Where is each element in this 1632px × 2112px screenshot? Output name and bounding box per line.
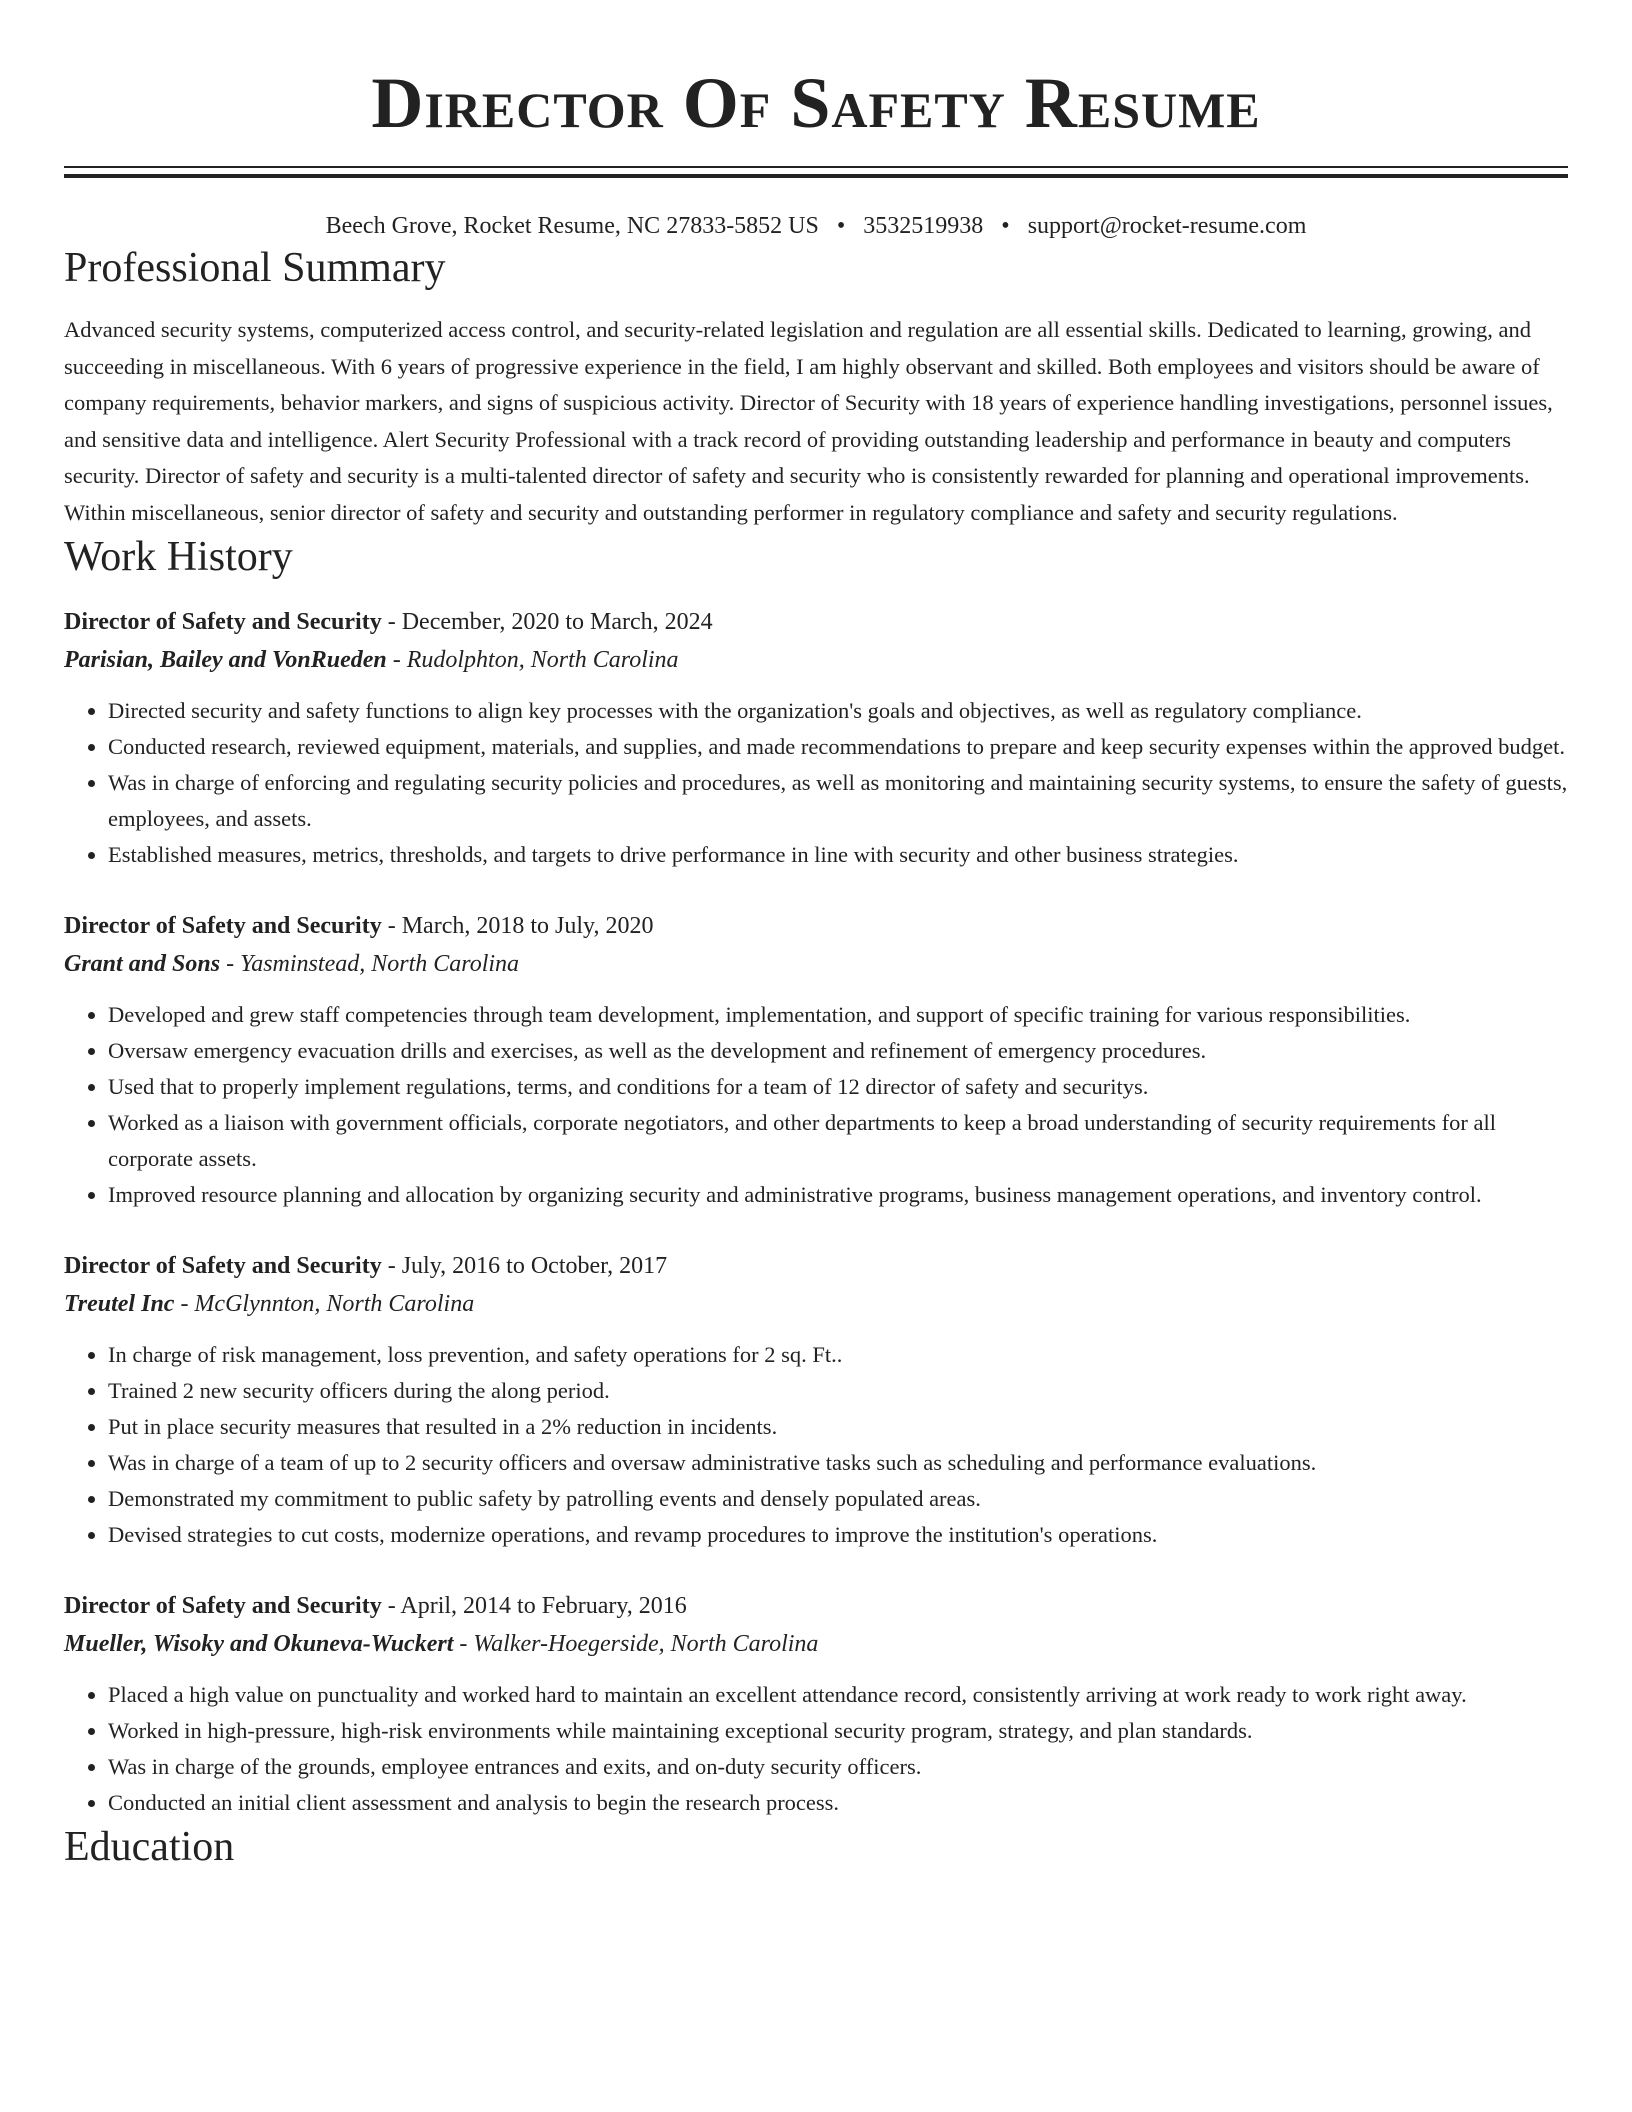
job-entry (64, 907, 1568, 1213)
title-divider-thin (64, 166, 1568, 168)
duty-item: • In charge of risk management, loss prevention, and safety operations for 2 sq. Ft.. (108, 1337, 1568, 1373)
job-dates: - April, 2014 to February, 2016 (381, 1593, 687, 1619)
job-company: Parisian, Bailey and VonRueden (64, 647, 387, 673)
job-title-line (64, 603, 1568, 641)
duty-item: • Demonstrated my commitment to public safety by patrolling events and densely populated areas. (108, 1481, 1568, 1517)
duty-item: • Worked as a liaison with government officials, corporate negotiators, and other departments to keep a broad understanding of security requirements for all corporate assets. (108, 1105, 1568, 1177)
job-entry (64, 1247, 1568, 1553)
job-company-line (64, 1625, 1568, 1663)
job-location: - McGlynnton, North Carolina (174, 1291, 475, 1317)
contact-line (64, 210, 1568, 242)
duty-item: • Improved resource planning and allocation by organizing security and administrative programs, business management operations, and inventory control. (108, 1177, 1568, 1213)
job-dates: - July, 2016 to October, 2017 (381, 1253, 668, 1279)
contact-separator: • (836, 213, 846, 239)
job-location: - Yasminstead, North Carolina (220, 951, 520, 977)
duty-item: • Devised strategies to cut costs, modernize operations, and revamp procedures to improve the institution's operations. (108, 1517, 1568, 1553)
resume-page (64, 0, 1568, 1873)
job-duties-list (64, 693, 1568, 873)
contact-email[interactable]: support@rocket-resume.com (1027, 213, 1307, 239)
job-company: Treutel Inc (64, 1291, 175, 1317)
duty-item: • Put in place security measures that resulted in a 2% reduction in incidents. (108, 1409, 1568, 1445)
duty-item: • Was in charge of a team of up to 2 security officers and oversaw administrative tasks such as scheduling and performance evaluations. (108, 1445, 1568, 1481)
job-company-line (64, 945, 1568, 983)
duty-item: • Developed and grew staff competencies through team development, implementation, and support of specific training for various responsibilities. (108, 997, 1568, 1033)
job-title: Director of Safety and Security (64, 1253, 382, 1279)
job-location: - Rudolphton, North Carolina (386, 647, 679, 673)
job-title-line (64, 907, 1568, 945)
duty-item: • Was in charge of the grounds, employee entrances and exits, and on-duty security officers. (108, 1749, 1568, 1785)
contact-separator: • (1001, 213, 1010, 239)
job-dates: - December, 2020 to March, 2024 (381, 609, 713, 635)
duty-item: • Established measures, metrics, thresholds, and targets to drive performance in line with security and other business strategies. (108, 837, 1568, 873)
job-location: - Walker-Hoegerside, North Carolina (453, 1631, 819, 1657)
job-title-line (64, 1247, 1568, 1285)
job-title: Director of Safety and Security (64, 913, 382, 939)
duty-item: • Used that to properly implement regulations, terms, and conditions for a team of 12 director of safety and securitys. (108, 1069, 1568, 1105)
job-company-line (64, 1285, 1568, 1323)
duty-item: • Oversaw emergency evacuation drills and exercises, as well as the development and refinement of emergency procedures. (108, 1033, 1568, 1069)
job-title: Director of Safety and Security (64, 609, 382, 635)
job-company-line (64, 641, 1568, 679)
job-title: Director of Safety and Security (64, 1593, 382, 1619)
job-duties-list (64, 997, 1568, 1213)
duty-item: • Conducted research, reviewed equipment, materials, and supplies, and made recommendations to prepare and keep security expenses within the approved budget. (108, 729, 1568, 765)
job-company: Grant and Sons (64, 951, 221, 977)
title-divider-thick (64, 174, 1568, 178)
job-entry (64, 1587, 1568, 1821)
job-dates: - March, 2018 to July, 2020 (381, 913, 654, 939)
duty-item: • Trained 2 new security officers during the along period. (108, 1373, 1568, 1409)
job-company: Mueller, Wisoky and Okuneva-Wuckert (64, 1631, 454, 1657)
duty-item: • Was in charge of enforcing and regulating security policies and procedures, as well as monitoring and maintaining security systems, to ensure the safety of guests, employees, and assets. (108, 765, 1568, 837)
work-history-heading: Work History (64, 534, 293, 580)
duty-item: • Directed security and safety functions to align key processes with the organization's goals and objectives, as well as regulatory compliance. (108, 693, 1568, 729)
job-title-line (64, 1587, 1568, 1625)
summary-heading: Professional Summary (64, 245, 446, 291)
job-duties-list (64, 1337, 1568, 1553)
education-heading: Education (64, 1824, 235, 1870)
contact-address: Beech Grove, Rocket Resume, NC 27833-5852 US (325, 213, 819, 239)
contact-phone: 3532519938 (863, 213, 984, 239)
duty-item: • Placed a high value on punctuality and worked hard to maintain an excellent attendance record, consistently arriving at work ready to work right away. (108, 1677, 1568, 1713)
duty-item: • Worked in high-pressure, high-risk environments while maintaining exceptional security program, strategy, and plan standards. (108, 1713, 1568, 1749)
job-entry (64, 603, 1568, 873)
resume-title: Director Of Safety Resume (371, 63, 1261, 143)
summary-text: Advanced security systems, computerized access control, and security-related legislation and regulation are all essential skills. Dedicated to learning, growing, and succeeding in miscellaneous. With 6 years of progressive experience in the field, I am highly observant and skilled. Both employees and visitors should be aware of company requirements, behavior markers, and signs of suspicious activity. Director of Security with 18 years of experience handling investigations, personnel issues, and sensitive data and intelligence. Alert Security Professional with a track record of providing outstanding leadership and performance in beauty and computers security. Director of safety and security is a multi-talented director of safety and security who is consistently rewarded for planning and operational improvements. Within miscellaneous, senior director of safety and security and outstanding performer in regulatory compliance and safety and security regulations. (64, 317, 1553, 525)
job-duties-list (64, 1677, 1568, 1821)
duty-item: • Conducted an initial client assessment and analysis to begin the research process. (108, 1785, 1568, 1821)
